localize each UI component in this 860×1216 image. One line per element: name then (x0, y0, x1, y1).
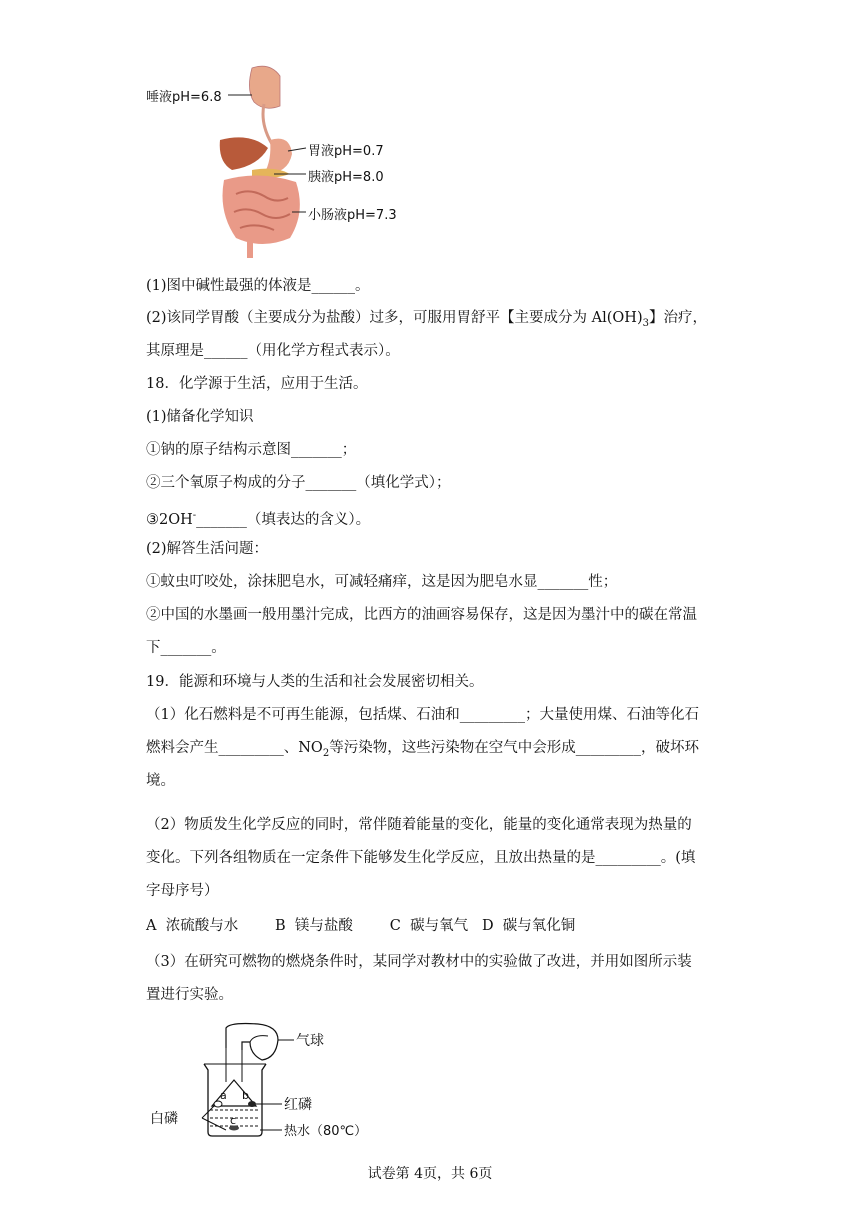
q19-part2-line2: 变化。下列各组物质在一定条件下能够发生化学反应，且放出热量的是_________。(填 (146, 850, 696, 866)
label-b: b (242, 1089, 249, 1102)
pancreatic-juice-ph-label: 胰液pH=8.0 (308, 170, 384, 185)
q18-title: 18．化学源于生活，应用于生活。 (146, 376, 368, 392)
q18-item-2b-line2: 下_______。 (146, 640, 226, 656)
q19-part1-line3: 境。 (146, 773, 175, 789)
q19-title: 19．能源和环境与人类的生活和社会发展密切相关。 (146, 674, 484, 690)
q18-section1: (1)储备化学知识 (146, 409, 254, 425)
q19-part3-line2: 置进行实验。 (146, 987, 233, 1003)
q18-item-1c: ③2OH-_______（填表达的含义）。 (146, 510, 371, 528)
saliva-ph-label: 唾液pH=6.8 (146, 90, 222, 105)
white-phosphorus-label: 白磷 (150, 1111, 178, 1127)
gastric-juice-ph-label: 胃液pH=0.7 (308, 144, 384, 159)
q17-part1: (1)图中碱性最强的体液是______。 (146, 278, 370, 294)
label-a: a (220, 1089, 227, 1102)
q18-item-1a: ①钠的原子结构示意图_______； (146, 442, 357, 458)
q19-part3-line1: （3）在研究可燃物的燃烧条件时，某同学对教材中的实验做了改进，并用如图所示装 (146, 954, 692, 970)
digestive-system-figure (140, 62, 400, 262)
q18-item-1b: ②三个氧原子构成的分子_______（填化学式）； (146, 475, 451, 491)
q19-options: A 浓硫酸与水 B 镁与盐酸 C 碳与氧气 D 碳与氧化铜 (146, 918, 576, 934)
q19-part2-line1: （2）物质发生化学反应的同时，常伴随着能量的变化，能量的变化通常表现为热量的 (146, 817, 692, 833)
q17-part2-line2: 其原理是______（用化学方程式表示）。 (146, 343, 400, 359)
intestinal-juice-ph-label: 小肠液pH=7.3 (308, 208, 397, 223)
q19-part2-line3: 字母序号） (146, 883, 219, 899)
q19-part1-line1: （1）化石燃料是不可再生能源，包括煤、石油和_________；大量使用煤、石油等化石 (146, 707, 699, 723)
q18-item-2a: ①蚊虫叮咬处，涂抹肥皂水，可减轻痛痒，这是因为肥皂水显_______性； (146, 574, 618, 590)
page-footer: 试卷第 4页，共 6页 (367, 1166, 493, 1182)
label-c: c (230, 1114, 237, 1127)
q18-section2: (2)解答生活问题： (146, 541, 269, 557)
combustion-apparatus-figure (198, 1020, 388, 1145)
balloon-label: 气球 (296, 1033, 324, 1049)
q19-part1-line2: 燃料会产生_________、$NO_2$等污染物，这些污染物在空气中会形成_________，破坏环 (146, 740, 699, 759)
q18-item-2b-line1: ②中国的水墨画一般用墨汁完成，比西方的油画容易保存，这是因为墨汁中的碳在常温 (146, 607, 697, 623)
red-phosphorus-label: 红磷 (284, 1097, 312, 1113)
hot-water-label: 热水（80℃） (284, 1124, 368, 1139)
q17-part2-line1: (2)该同学胃酸（主要成分为盐酸）过多，可服用胃舒平【主要成分为 $Al(OH)_3$】治疗， (146, 310, 707, 329)
